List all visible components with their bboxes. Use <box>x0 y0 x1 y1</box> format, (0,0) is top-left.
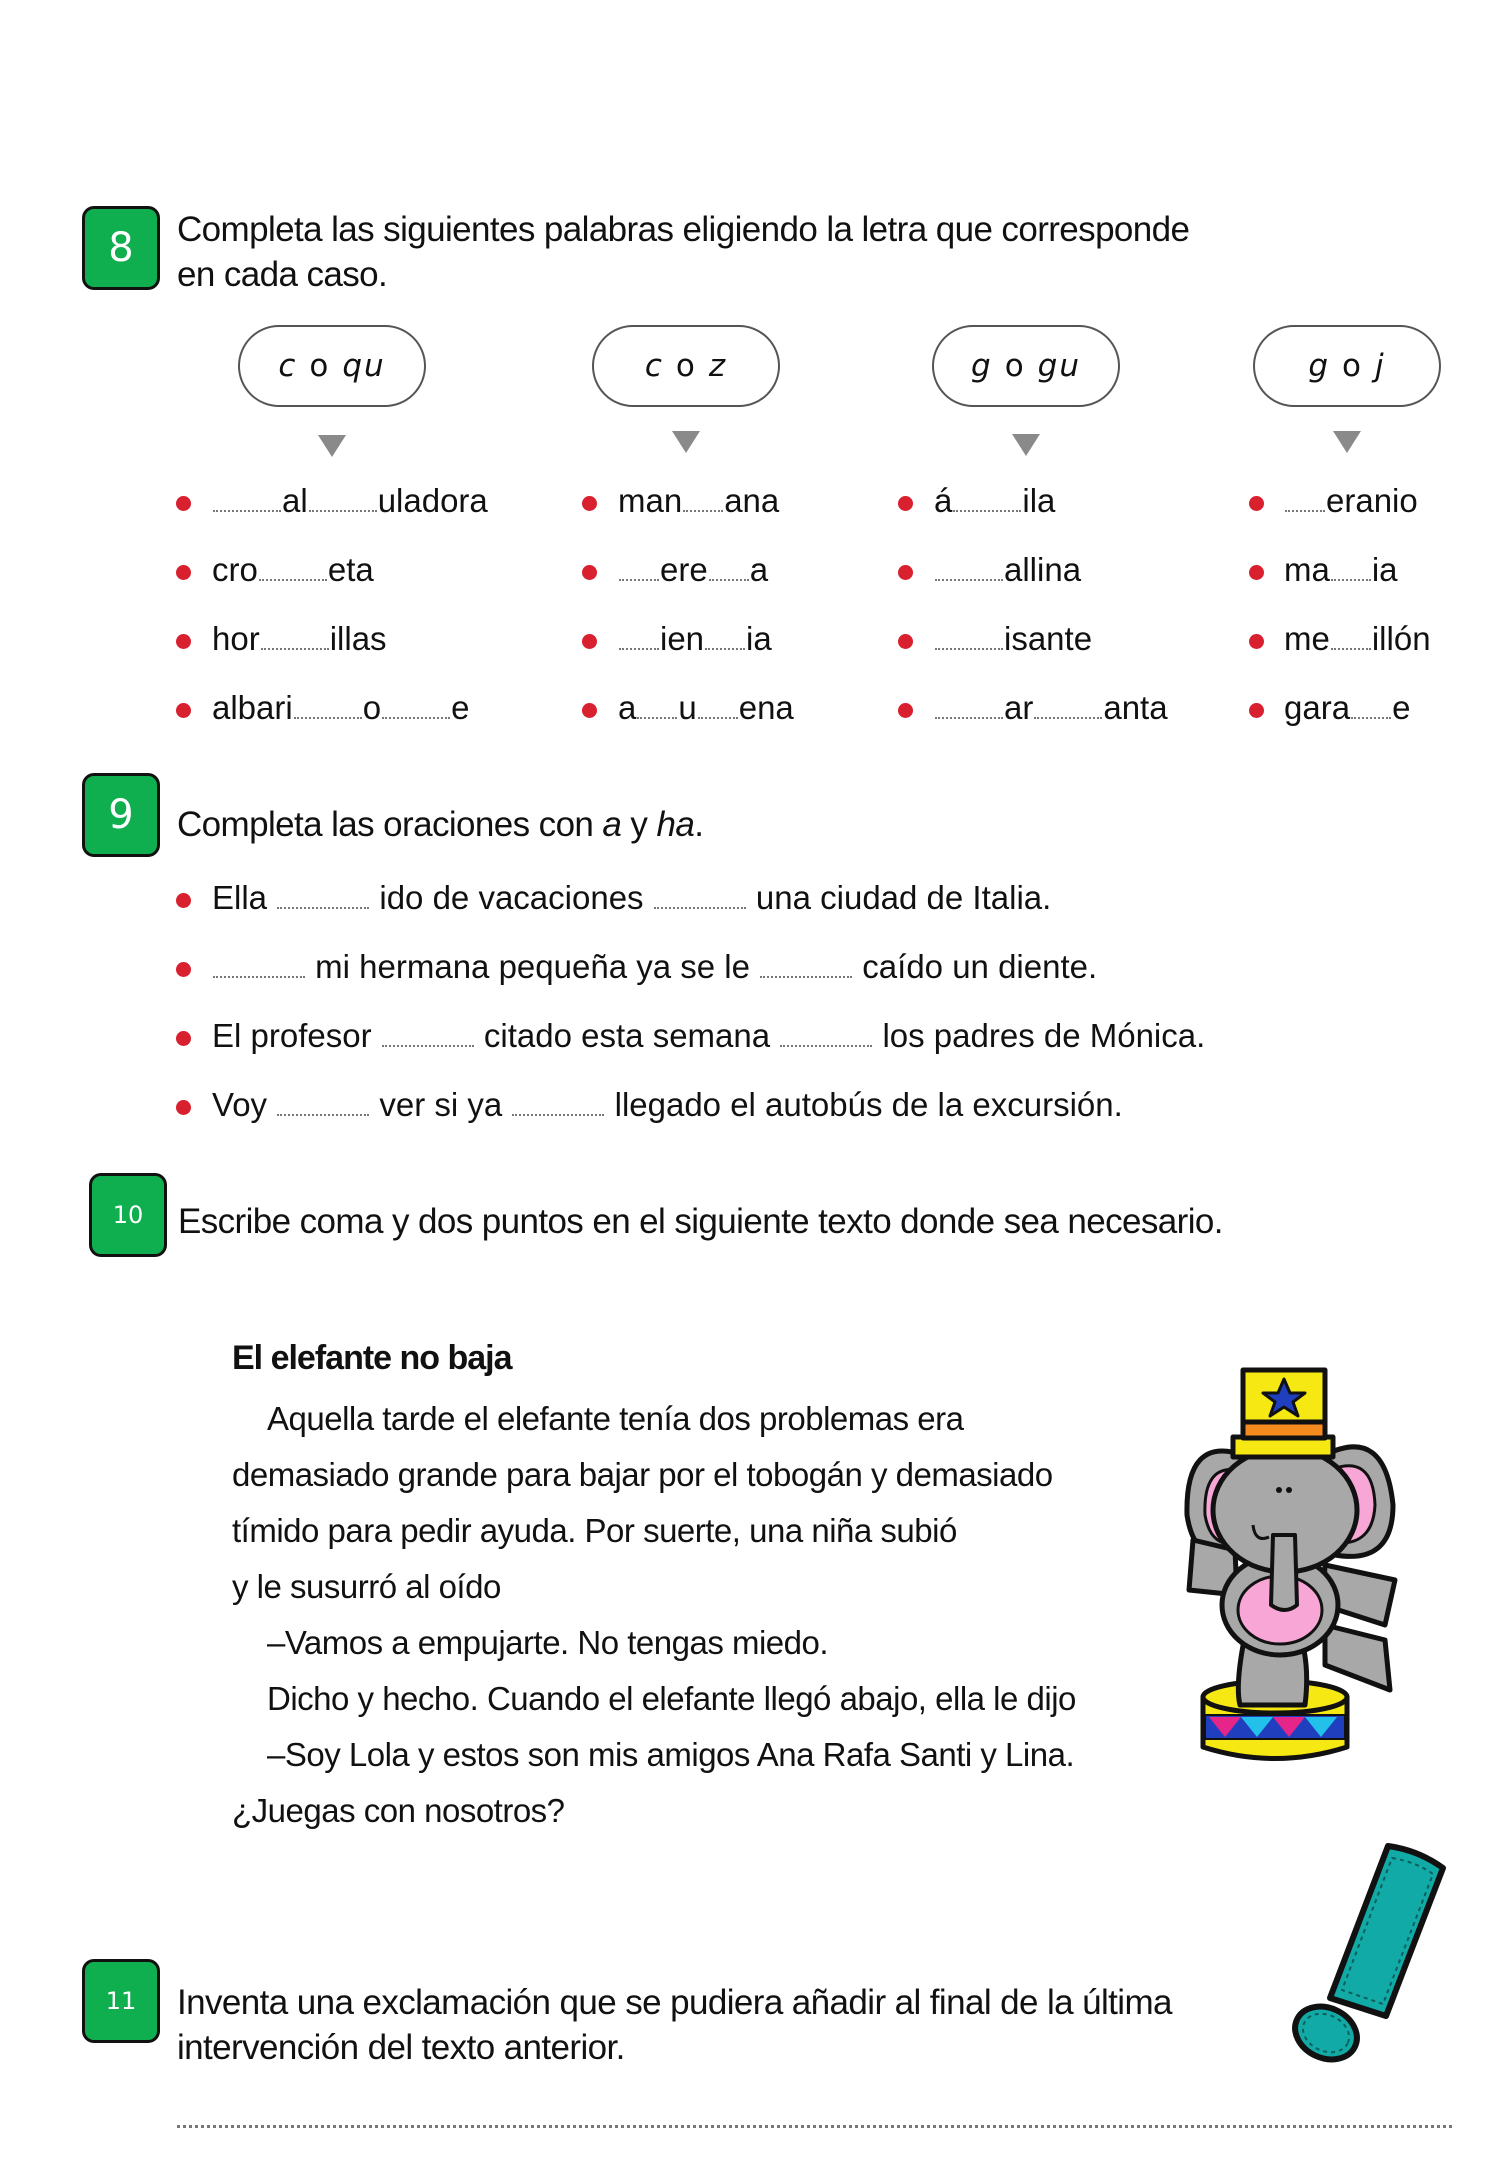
sentence-part: citado esta semana <box>483 1017 771 1054</box>
sentence-part: El profesor <box>212 1017 372 1054</box>
bullet-icon <box>898 634 913 649</box>
word-item[interactable] <box>212 550 374 590</box>
bullet-icon <box>1249 496 1264 511</box>
blank[interactable] <box>683 504 723 512</box>
word-item[interactable] <box>1284 688 1410 728</box>
word-part: ena <box>738 689 794 726</box>
blank[interactable] <box>277 901 369 909</box>
instruction-italic: ha <box>656 805 695 844</box>
bullet-icon <box>176 634 191 649</box>
blank[interactable] <box>512 1108 604 1116</box>
sentence-part: una ciudad de Italia. <box>755 879 1052 916</box>
word-part: o <box>362 689 382 726</box>
blank[interactable] <box>277 1108 369 1116</box>
blank[interactable] <box>382 1039 474 1047</box>
bullet-icon <box>582 703 597 718</box>
blank[interactable] <box>309 504 377 512</box>
option: gu <box>1037 348 1081 384</box>
down-arrow-icon <box>1333 431 1361 453</box>
exercise-8-badge <box>82 206 160 290</box>
word-part: cro <box>212 551 258 588</box>
word-item[interactable] <box>934 619 1092 659</box>
blank[interactable] <box>213 504 281 512</box>
story-line[interactable]: y le susurró al oído <box>232 1568 501 1605</box>
word-part: ila <box>1022 482 1056 519</box>
exercise-8-instruction <box>177 207 1189 297</box>
sentence-item[interactable] <box>212 947 1097 987</box>
word-part: isante <box>1004 620 1093 657</box>
story-line[interactable]: ¿Juegas con nosotros? <box>232 1792 565 1829</box>
sentence-part: Ella <box>212 879 268 916</box>
letter-options-pill <box>932 325 1120 407</box>
blank[interactable] <box>261 642 329 650</box>
option: g <box>971 348 993 384</box>
blank[interactable] <box>619 642 659 650</box>
bullet-icon <box>582 634 597 649</box>
bullet-icon <box>1249 565 1264 580</box>
bullet-icon <box>176 962 191 977</box>
story-line[interactable]: Dicho y hecho. Cuando el elefante llegó abajo, ella le dijo <box>267 1680 1076 1717</box>
blank[interactable] <box>1285 504 1325 512</box>
word-part: hor <box>212 620 260 657</box>
word-part: albari <box>212 689 293 726</box>
story-line[interactable]: Aquella tarde el elefante tenía dos problemas era <box>267 1400 964 1437</box>
blank[interactable] <box>637 711 677 719</box>
word-part: ia <box>746 620 772 657</box>
blank[interactable] <box>1034 711 1102 719</box>
blank[interactable] <box>654 901 746 909</box>
word-part: ana <box>724 482 780 519</box>
exercise-10-instruction: Escribe coma y dos puntos en el siguiente texto donde sea necesario. <box>178 1202 1223 1241</box>
word-item[interactable] <box>934 550 1081 590</box>
bullet-icon <box>176 496 191 511</box>
letter-options-pill <box>1253 325 1441 407</box>
bullet-icon <box>176 703 191 718</box>
word-part: me <box>1284 620 1330 657</box>
word-item[interactable] <box>1284 550 1398 590</box>
sentence-item[interactable] <box>212 1085 1123 1125</box>
sentence-part: ver si ya <box>379 1086 503 1123</box>
blank[interactable] <box>294 711 362 719</box>
word-part: a <box>749 551 769 588</box>
exercise-10-badge <box>89 1173 167 1257</box>
word-part: ere <box>660 551 708 588</box>
exclamation-mark-icon <box>1288 1838 1448 2063</box>
word-part: man <box>618 482 683 519</box>
word-part: u <box>678 689 697 726</box>
word-part: ia <box>1371 551 1398 588</box>
option: qu <box>342 348 386 384</box>
blank[interactable] <box>760 970 852 978</box>
option: o <box>1342 348 1364 384</box>
letter-options-pill <box>592 325 780 407</box>
option: c <box>278 348 298 384</box>
option: o <box>675 348 697 384</box>
word-item[interactable] <box>212 619 387 659</box>
instruction-line: Inventa una exclamación que se pudiera añadir al final de la última <box>177 1983 1172 2022</box>
blank[interactable] <box>1351 711 1391 719</box>
word-part: anta <box>1103 689 1168 726</box>
bullet-icon <box>176 1031 191 1046</box>
sentence-item[interactable] <box>212 1016 1205 1056</box>
down-arrow-icon <box>1012 434 1040 456</box>
story-line[interactable]: tímido para pedir ayuda. Por suerte, una niña subió <box>232 1512 957 1549</box>
word-item[interactable] <box>618 550 768 590</box>
blank[interactable] <box>709 573 749 581</box>
answer-line[interactable] <box>177 2125 1452 2128</box>
sentence-part: caído un diente. <box>862 948 1098 985</box>
story-line[interactable]: –Soy Lola y estos son mis amigos Ana Rafa Santi y Lina. <box>267 1736 1075 1773</box>
instruction-text: . <box>694 805 704 844</box>
option: g <box>1308 348 1331 384</box>
word-part: e <box>451 689 470 726</box>
word-part: eranio <box>1326 482 1418 519</box>
instruction-italic: a <box>602 805 622 844</box>
exercise-number: 9 <box>108 792 134 838</box>
instruction-line: Completa las siguientes palabras eligiendo la letra que corresponde <box>177 210 1190 249</box>
story-title: El elefante no baja <box>232 1339 512 1377</box>
word-part: allina <box>1004 551 1082 588</box>
option: c <box>644 348 664 384</box>
bullet-icon <box>898 565 913 580</box>
instruction-text: y <box>621 805 657 844</box>
word-item[interactable] <box>618 481 779 521</box>
word-part: gara <box>1284 689 1351 726</box>
sentence-part: llegado el autobús de la excursión. <box>614 1086 1123 1123</box>
blank[interactable] <box>780 1039 872 1047</box>
bullet-icon <box>898 703 913 718</box>
bullet-icon <box>1249 634 1264 649</box>
blank[interactable] <box>1331 573 1371 581</box>
instruction-line: en cada caso. <box>177 255 388 294</box>
bullet-icon <box>176 565 191 580</box>
word-item[interactable] <box>1284 481 1418 521</box>
word-item[interactable] <box>934 688 1168 728</box>
exercise-number: 10 <box>112 1201 144 1229</box>
exercise-number: 11 <box>105 1987 137 2015</box>
sentence-part: Voy <box>212 1086 268 1123</box>
word-part: eta <box>327 551 374 588</box>
word-part: ien <box>660 620 705 657</box>
option: o <box>1004 348 1026 384</box>
blank[interactable] <box>935 573 1003 581</box>
blank[interactable] <box>382 711 450 719</box>
exercise-9-instruction <box>177 802 703 847</box>
story-line[interactable]: demasiado grande para bajar por el tobogán y demasiado <box>232 1456 1053 1493</box>
word-item[interactable] <box>1284 619 1431 659</box>
word-part: ma <box>1284 551 1330 588</box>
word-item[interactable] <box>212 688 469 728</box>
elephant-circus-icon <box>1175 1365 1415 1770</box>
blank[interactable] <box>705 642 745 650</box>
word-part: al <box>282 482 308 519</box>
bullet-icon <box>176 1100 191 1115</box>
blank[interactable] <box>1331 642 1371 650</box>
sentence-part: mi hermana pequeña ya se le <box>315 948 750 985</box>
instruction-text: Completa las oraciones con <box>177 805 603 844</box>
word-part: á <box>934 482 953 519</box>
bullet-icon <box>582 565 597 580</box>
blank[interactable] <box>935 642 1003 650</box>
exercise-9-badge <box>82 773 160 857</box>
bullet-icon <box>1249 703 1264 718</box>
word-part: ar <box>1004 689 1034 726</box>
bullet-icon <box>582 496 597 511</box>
bullet-icon <box>176 893 191 908</box>
option: j <box>1375 348 1386 384</box>
sentence-part: ido de vacaciones <box>379 879 644 916</box>
word-part: e <box>1392 689 1411 726</box>
blank[interactable] <box>698 711 738 719</box>
word-part: uladora <box>377 482 488 519</box>
word-part: a <box>618 689 637 726</box>
word-item[interactable] <box>618 619 772 659</box>
word-item[interactable] <box>618 688 794 728</box>
word-part: illón <box>1371 620 1431 657</box>
blank[interactable] <box>213 970 305 978</box>
exercise-number: 8 <box>108 225 134 271</box>
blank[interactable] <box>953 504 1021 512</box>
letter-options-pill <box>238 325 426 407</box>
word-item[interactable] <box>934 481 1055 521</box>
exercise-11-instruction <box>177 1980 1172 2070</box>
blank[interactable] <box>935 711 1003 719</box>
down-arrow-icon <box>672 431 700 453</box>
story-line[interactable]: –Vamos a empujarte. No tengas miedo. <box>267 1624 829 1661</box>
word-item[interactable] <box>212 481 488 521</box>
option: o <box>309 348 331 384</box>
exercise-11-badge <box>82 1959 160 2043</box>
down-arrow-icon <box>318 435 346 457</box>
blank[interactable] <box>619 573 659 581</box>
instruction-line: intervención del texto anterior. <box>177 2028 625 2067</box>
sentence-item[interactable] <box>212 878 1051 918</box>
blank[interactable] <box>259 573 327 581</box>
sentence-part: los padres de Mónica. <box>882 1017 1206 1054</box>
option: z <box>708 348 728 384</box>
word-part: illas <box>329 620 387 657</box>
bullet-icon <box>898 496 913 511</box>
